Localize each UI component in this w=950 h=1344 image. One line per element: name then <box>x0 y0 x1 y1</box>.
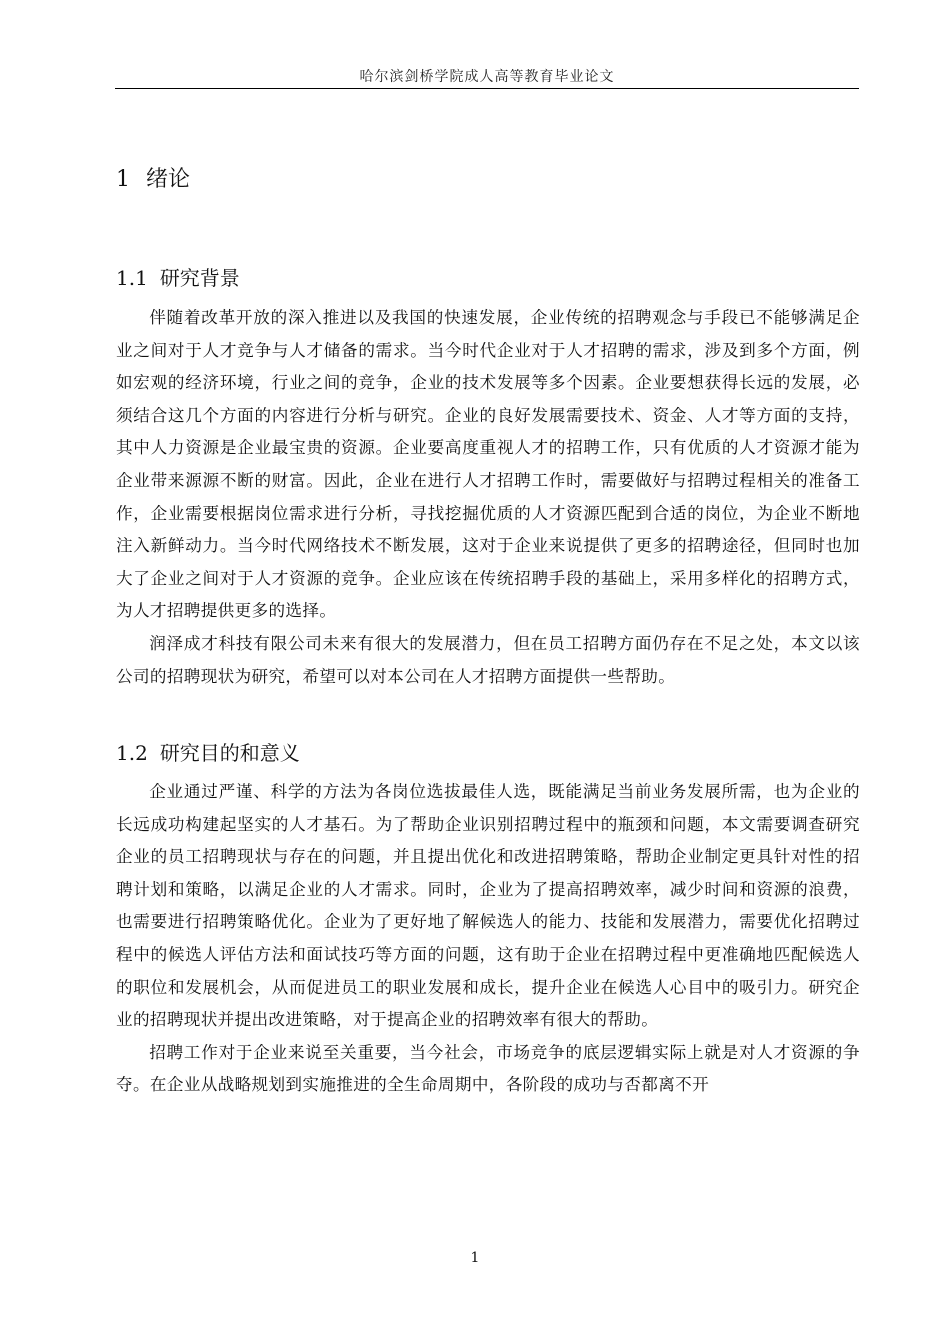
section-number: 1.1 <box>116 266 148 290</box>
section-number: 1.2 <box>116 741 148 765</box>
header-rule <box>115 88 859 89</box>
paragraph: 伴随着改革开放的深入推进以及我国的快速发展，企业传统的招聘观念与手段已不能够满足企业之间对于人才竞争与人才储备的需求。当今时代企业对于人才招聘的需求，涉及到多个方面，例如宏观的经济环境，行业之间的竞争，企业的技术发展等多个因素。企业要想获得长远的发展，必须结合这几个方面的内容进行分析与研究。企业的良好发展需要技术、资金、人才等方面的支持，其中人力资源是企业最宝贵的资源。企业要高度重视人才的招聘工作，只有优质的人才资源才能为企业带来源源不断的财富。因此，企业在进行人才招聘工作时，需要做好与招聘过程相关的准备工作，企业需要根据岗位需求进行分析，寻找挖掘优质的人才资源匹配到合适的岗位，为企业不断地注入新鲜动力。当今时代网络技术不断发展，这对于企业来说提供了更多的招聘途径，但同时也加大了企业之间对于人才资源的竞争。企业应该在传统招聘手段的基础上，采用多样化的招聘方式，为人才招聘提供更多的选择。 <box>116 308 860 621</box>
section-title: 研究背景 <box>159 266 240 290</box>
paragraph: 企业通过严谨、科学的方法为各岗位选拔最佳人选，既能满足当前业务发展所需，也为企业的长远成功构建起坚实的人才基石。为了帮助企业识别招聘过程中的瓶颈和问题，本文需要调查研究企业的员工招聘现状与存在的问题，并且提出优化和改进招聘策略，帮助企业制定更具针对性的招聘计划和策略，以满足企业的人才需求。同时，企业为了提高招聘效率，减少时间和资源的浪费，也需要进行招聘策略优化。企业为了更好地了解候选人的能力、技能和发展潜力，需要优化招聘过程中的候选人评估方法和面试技巧等方面的问题，这有助于企业在招聘过程中更准确地匹配候选人的职位和发展机会，从而促进员工的职业发展和成长，提升企业在候选人心目中的吸引力。研究企业的招聘现状并提出改进策略，对于提高企业的招聘效率有很大的帮助。 <box>116 782 860 1030</box>
section-heading-1-1 <box>116 262 240 291</box>
page-number: 1 <box>470 1250 480 1266</box>
paragraph: 招聘工作对于企业来说至关重要，当今社会，市场竞争的底层逻辑实际上就是对人才资源的争夺。在企业从战略规划到实施推进的全生命周期中，各阶段的成功与否都离不开 <box>116 1042 860 1095</box>
section-body-1-1 <box>116 302 860 693</box>
running-header: 哈尔滨剑桥学院成人高等教育毕业论文 <box>359 69 615 85</box>
chapter-number: 1 <box>116 167 130 192</box>
section-heading-1-2 <box>116 737 300 766</box>
chapter-title: 绪论 <box>146 167 191 192</box>
section-body-1-2 <box>116 776 860 1102</box>
section-title: 研究目的和意义 <box>159 741 300 765</box>
chapter-heading <box>116 162 190 193</box>
paragraph: 润泽成才科技有限公司未来有很大的发展潜力，但在员工招聘方面仍存在不足之处，本文以该公司的招聘现状为研究，希望可以对本公司在人才招聘方面提供一些帮助。 <box>116 633 860 686</box>
